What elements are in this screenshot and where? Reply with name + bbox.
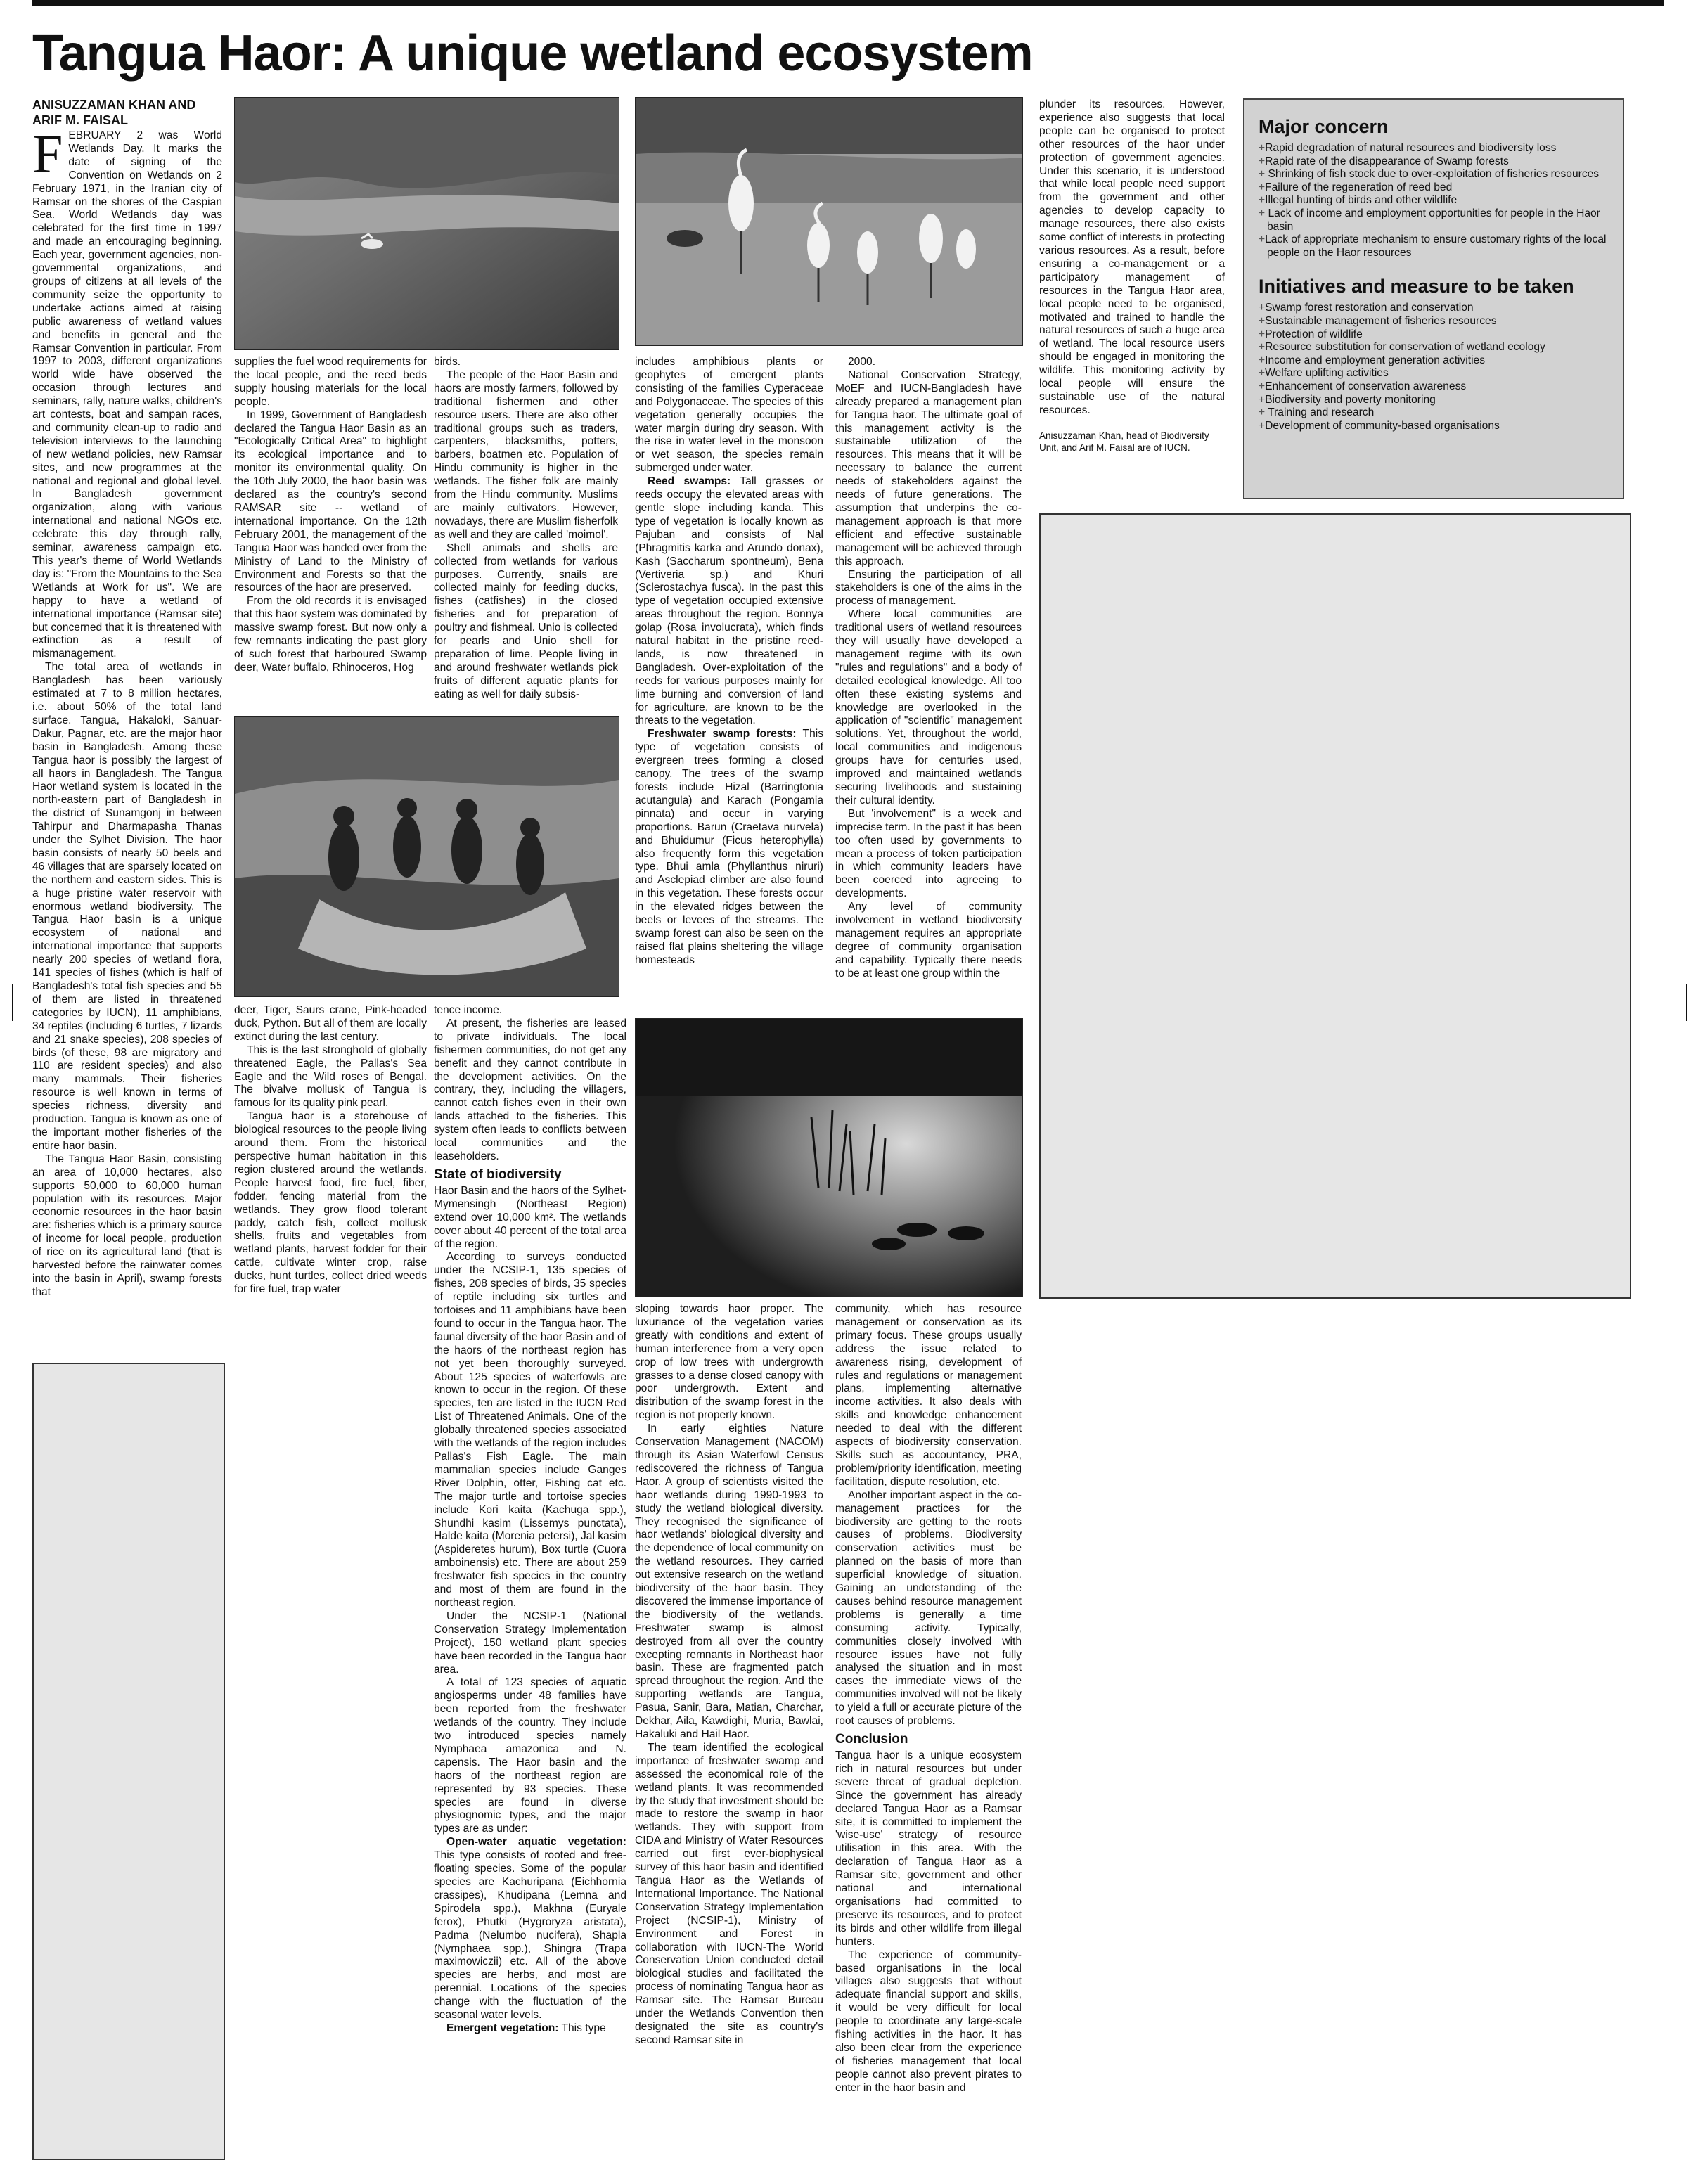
paragraph: The experience of community-based organisations in the local villages also suggests that without adequate financial support and skills, it would be very difficult for local people to coordinate any large-scale fishing activities in the haor. It has also been clear from the experience of fisheries management that local people cannot also prevent pirates to enter in the haor basin and xyxy=(835,1948,1022,2094)
list-item: +Biodiversity and poverty monitoring xyxy=(1259,393,1436,406)
paragraph: In early eighties Nature Conservation Management (NACOM) through its Asian Waterfowl Census rediscovered the richness of Tangua Haor. A group of scientists visited the haor wetlands during 1990-1993 to study the wetland biological diversity. They recognised the significance of haor wetlands' biological diversity and the dependence of local community on the wetland resources. They carried out extensive research on the wetland biodiversity of the haor basin. They discovered the immense importance of the biodiversity of the wetlands. Freshwater swamp is almost destroyed from all over the country excepting remnants in Northeast haor basin. These are fragmented patch spread throughout the region. And the supporting wetlands are Tangua, Pasua, Sanir, Bara, Matian, Charchar, Dekhar, Aila, Kawdighi, Muria, Bawlai, Hakaluki and Hail Haor. xyxy=(635,1422,823,1740)
major-concern-title: Major concern xyxy=(1259,116,1389,137)
list-item: +Development of community-based organisations xyxy=(1259,419,1500,432)
paragraph: But 'involvement" is a week and imprecise term. In the past it has been too often used by governments to mean a process of token participation in which community leaders have been coerced into agreeing to developments. xyxy=(835,807,1022,900)
photo-egrets xyxy=(635,97,1023,346)
list-item: +Swamp forest restoration and conservation xyxy=(1259,302,1474,314)
list-item: +Sustainable management of fisheries resources xyxy=(1259,314,1497,327)
paragraph: community, which has resource management or conservation as its primary focus. These groups usually address the issue related to awareness rising, development of rules and regulations or management plans, implementing alternative income activities. It also deals with skills and knowledge enhancement needed to deal with the different aspects of biodiversity conservation. Skills such as accountancy, PRA, problem/priority identification, meeting facilitation, dispute resolution, etc. xyxy=(835,1303,1022,1488)
list-item: +Failure of the regeneration of reed bed xyxy=(1259,181,1453,193)
paragraph: At present, the fisheries are leased to private individuals. The local fishermen communities, do not get any benefit and they cannot contribute in the development activities. On the contrary, they, including the villagers, cannot catch fishes even in their own lands attached to the fisheries. This system often leads to conflicts between local communities and the leaseholders. xyxy=(434,1017,626,1162)
article-column-5-top xyxy=(835,356,1022,981)
paragraph: In 1999, Government of Bangladesh declared the Tangua Haor Basin as an "Ecologically Critical Area" to highlight its ecological importance and to monitor its environmental quality. On the 10th July 2000, the haor basin was declared as the country's second RAMSAR site -- wetland of international importance. On the 12th February 2001, the management of the Tangua Haor was handed over from the Ministry of Land to the Ministry of Environment and Forests so that the resources of the haor are preserved. xyxy=(234,409,427,594)
list-item: +Lack of appropriate mechanism to ensure customary rights of the local people on the Haor resources xyxy=(1259,233,1607,259)
paragraph: tence income. xyxy=(434,1004,503,1016)
article-column-2-bottom xyxy=(234,1004,427,1297)
initiatives-title: Initiatives and measure to be taken xyxy=(1259,276,1574,297)
paragraph: According to surveys conducted under the NCSIP-1, 135 species of fishes, 208 species of birds, 35 species of reptile including six turtles and tortoises and 11 amphibians have been found to occur in the Tangua haor. The faunal diversity of the haor Basin and of the haors of the northeast region has not yet been thoroughly surveyed. About 125 species of waterfowls are known to occur in the region. Of these species, ten are listed in the IUCN Red List of Threatened Animals. One of the globally threatened species associated with the wetlands of the region includes Pallas's Fish Eagle. The main mammalian species include Ganges River Dolphin, otter, Fishing cat etc. The major turtle and tortoise species include Kori kaita (Kachuga spp.), Shundhi kasim (Lissemys punctata), Halde kaita (Morenia petersi), Jal kasim (Aspideretes hurum), Box turtle (Cuora amboinensis) etc. There are about 259 freshwater fish species in the country and most of them are found in the northeast region. xyxy=(434,1251,626,1609)
list-item: +Rapid rate of the disappearance of Swamp forests xyxy=(1259,155,1509,167)
paragraph: A total of 123 species of aquatic angiosperms under 48 families have been reported from the freshwater wetlands of the country. They include two introduced species namely Nymphaea amazonica and N. capensis. The Haor basin and the haors of the northeast region are represented by 93 species. These species are found in diverse physiognomic types, and the major types are as under: xyxy=(434,1676,626,1835)
empty-box-left xyxy=(32,1363,225,2160)
list-item: +Rapid degradation of natural resources and biodiversity loss xyxy=(1259,142,1557,154)
list-item: +Resource substitution for conservation of wetland ecology xyxy=(1259,341,1545,354)
paragraph: Another important aspect in the co-management practices for the biodiversity are getting to the roots causes of problems. Biodiversity conservation activities must be planned on the basis of more than superficial knowledge of situation. Gaining an understanding of the causes behind resource management problems is generally a time consuming activity. Typically, communities closely involved with resource issues have not fully analysed the situation and in most cases the immediate views of the communities involved will not be likely to yield a full or accurate picture of the root causes of problems. xyxy=(835,1489,1022,1728)
drop-cap: F xyxy=(32,123,63,184)
paragraph: Tangua haor is a unique ecosystem rich in natural resources but under severe threat of gradual depletion. Since the government has already declared Tangua Haor as a Ramsar site, it is committed to implement the 'wise-use' strategy of resource utilisation in this area. With the declaration of Tangua Haor as a Ramsar site, government and other national and international organisations had committed to preserve its resources, and to protect its birds and other wildlife from illegal hunters. xyxy=(835,1749,1022,1948)
photo-shoreline xyxy=(234,97,619,350)
article-column-4-top xyxy=(635,356,823,968)
paragraph: The team identified the ecological importance of freshwater swamp and assessed the economical role of the wetland plants. It was recommended by the study that investment should be made to restore the swamp in haor wetlands. They with support from CIDA and Ministry of Water Resources carried out first ever-biophysical survey of this haor basin and identified Tangua Haor as the Wetlands of International Importance. The National Conservation Strategy Implementation Project (NCSIP-1), Ministry of Environment and Forest in collaboration with IUCN-The World Conservation Union conducted detail biological studies and facilitated the process of nominating Tangua haor as Ramsar site. The Ramsar Bureau under the Wetlands Convention then designated the site as country's second Ramsar site in xyxy=(635,1741,823,2046)
paragraph: Under the NCSIP-1 (National Conservation Strategy Implementation Project), 150 wetland plant species have been recorded in the Tangua haor area. xyxy=(434,1610,626,1676)
list-item: +Enhancement of conservation awareness xyxy=(1259,380,1467,392)
list-item: +Welfare uplifting activities xyxy=(1259,367,1389,380)
paragraph: Where local communities are traditional users of wetland resources they will usually have developed a management regime with its own "rules and regulations" and a body of detailed ecological knowledge. All too often these existing systems and knowledge are overlooked in the application of "scientific" management solutions. Yet, throughout the world, local communities and indigenous groups have for centuries used, improved and maintained wetlands securing livelihoods and sustaining their cultural identity. xyxy=(835,608,1022,807)
paragraph: This is the last stronghold of globally threatened Eagle, the Pallas's Sea Eagle and the Wild roses of Bengal. The bivalve mollusk of Tangua is famous for its quality pink pearl. xyxy=(234,1043,427,1110)
paragraph: The people of the Haor Basin and haors are mostly farmers, followed by traditional fishermen and other resource users. There are also other traditional groups such as traders, carpenters, blacksmiths, potters, barbers, boatmen etc. Population of Hindu community is higher in the wetlands. The fisher folk are mainly from the Hindu community. Muslims are mainly cultivators. However, nowadays, there are Muslim fisherfolk as well and they are called 'moimol'. xyxy=(434,368,618,541)
article-column-4-bottom xyxy=(635,1303,823,2048)
paragraph: From the old records it is envisaged that this haor system was dominated by massive swamp forest. But now only a few remnants indicating the past glory of such forest that harboured Swamp deer, Water buffalo, Rhinoceros, Hog xyxy=(234,595,427,674)
paragraph: birds. xyxy=(434,356,461,368)
paragraph: Reed swamps: Tall grasses or reeds occupy the elevated areas with gentle slope including kanda. This type of vegetation is locally known as Pajuban and consists of Nal (Phragmitis karka and Arundo donax), Kash (Saccharum spontneum), Bena (Vertiveria sp.) and Khuri (Sclerostachya fusca). In the past this type of vegetation occupied extensive areas throughout the region. Bonnya golap (Rosa involucrata), which finds natural habitat in the pristine reed-lands, is now threatened in Bangladesh. Over-exploitation of the reeds for various purposes mainly for lime burning and conversion of land for agriculture, are known to be the threats to the vegetation. xyxy=(635,475,823,727)
byline: ANISUZZAMAN KHAN AND ARIF M. FAISAL xyxy=(32,98,196,127)
photo-ducks-dusk xyxy=(635,1018,1023,1297)
major-concern-list xyxy=(1259,142,1609,259)
article-column-3-bottom xyxy=(434,1004,626,2036)
paragraph: deer, Tiger, Saurs crane, Pink-headed duck, Python. But all of them are locally extinct during the last century. xyxy=(234,1004,427,1043)
paragraph: Tangua haor is a storehouse of biological resources to the people living around them. From the historical perspective human habitation in this region clustered around the wetlands. People harvest food, fire fuel, fiber, fodder, fencing material from the wetlands. They grow flood tolerant paddy, catch fish, collect mollusk shells, fruits and vegetables from wetland plants, harvest fodder for their cattle, cultivate winter crop, raise ducks, hunt turtles, collect dried weeds for fire fuel, trap water xyxy=(234,1110,427,1296)
list-item: + Lack of income and employment opportunities for people in the Haor basin xyxy=(1259,207,1600,233)
paragraph: National Conservation Strategy, MoEF and IUCN-Bangladesh have already prepared a management plan for Tangua haor. The ultimate goal of this management activity is the sustainable utilization of the resources. This means that it will be necessary to balance the current needs of stakeholders against the needs of future generations. The assumption that underpins the co-management approach is that more efficient and effective sustainable management will be achieved through this approach. xyxy=(835,368,1022,567)
headline: Tangua Haor: A unique wetland ecosystem xyxy=(32,25,1033,82)
paragraph: Haor Basin and the haors of the Sylhet-Mymensingh (Northeast Region) extend over 10,000 km². The wetlands cover about 40 percent of the total area of the region. xyxy=(434,1184,626,1250)
article-column-2-top xyxy=(234,356,427,675)
paragraph: Shell animals and shells are collected from wetlands for various purposes. Currently, snails are collected mainly for feeding ducks, fishes (catfishes) in the closed fisheries and for preparation of poultry and fishmeal. Unio is collected for pearls and Unio shell for preparation of lime. People living in and around freshwater wetlands pick fruits of different aquatic plants for eating as well for daily subsis- xyxy=(434,541,618,700)
section-heading: Conclusion xyxy=(835,1732,908,1747)
article-column-1 xyxy=(32,123,222,1299)
list-item: + Training and research xyxy=(1259,406,1375,419)
paragraph: Ensuring the participation of all stakeholders is one of the aims in the process of management. xyxy=(835,568,1022,608)
list-item: +Income and employment generation activities xyxy=(1259,354,1486,366)
crop-mark xyxy=(1686,984,1687,1021)
article-column-6 xyxy=(1039,98,1225,454)
paragraph: supplies the fuel wood requirements for the local people, and the reed beds supply housing materials for the local people. xyxy=(234,356,427,408)
paragraph: FEBRUARY 2 was World Wetlands Day. It marks the date of signing of the Convention on Wetlands on 2 February 1971, in the Iranian city of Ramsar on the shores of the Caspian Sea. World Wetlands day was celebrated for the first time in 1997 and made an encouraging beginning. Each year, government agencies, non-governmental organizations, and groups of citizens at all levels of the community seize the opportunity to undertake actions aimed at raising public awareness of wetland values and benefits in general and the Ramsar Convention in particular. From 1997 to 2003, different organizations world wide have observed the occasion through lectures and seminars, rally, nature walks, children's art contests, boat and sampan races, and community clean-up to radio and television interviews to the launching of new wetland policies, new Ramsar sites, and new programmes at the national and regional and global level. In Bangladesh government organization, along with various international and national NGOs etc. celebrate this day through rally, seminar, awareness campaign etc. This year's theme of World Wetlands day is: "From the Mountains to the Sea Wetlands at Work for us". We are happy to have a wetland of international importance (Ramsar site) but concerned that it is threatened with extinction as a result of mismanagement. xyxy=(32,123,222,660)
paragraph: 2000. xyxy=(848,356,876,368)
paragraph: Open-water aquatic vegetation: This type consists of rooted and free-floating species. Some of the popular species are Kachuripana (Eichhornia crassipes), Khudipana (Lemna and Spirodela spp.), Makhna (Euryale ferox), Phutki (Hygroryza aristata), Padma (Nelumbo nucifera), Shapla (Nymphaea spp.), Shingra (Trapa maximowiczii) etc. All of the above species are herbs, and most are perennial. Locations of the species change with the fluctuation of the seasonal water levels. xyxy=(434,1836,626,2022)
paragraph: The Tangua Haor Basin, consisting an area of 10,000 hectares, also supports 50,000 to 60,000 human population with its resources. Major economic resources in the haor basin are: fisheries which is a primary source of income for local people, production of rice on its agricultural land (that is harvested before the rainwater comes into the basin in April), swamp forests that xyxy=(32,1152,222,1298)
initiatives-list xyxy=(1259,302,1609,432)
paragraph: Emergent vegetation: This type xyxy=(446,2022,606,2034)
list-item: +Illegal hunting of birds and other wildlife xyxy=(1259,194,1458,207)
list-item: + Shrinking of fish stock due to over-exploitation of fisheries resources xyxy=(1259,168,1600,181)
paragraph: Any level of community involvement in wetland biodiversity management requires an appropriate degree of community organisation and capability. Typically there needs to be at least one group within the xyxy=(835,901,1022,979)
crop-mark xyxy=(12,984,13,1021)
photo-fishermen xyxy=(234,716,619,997)
paragraph: includes amphibious plants or geophytes of emergent plants consisting of the families Cyperaceae and Polygonaceae. The species of this vegetation generally occupies the water margin during dry season. With the rise in water level in the monsoon or wet season, the species remain submerged under water. xyxy=(635,356,823,475)
article-column-3-top xyxy=(434,356,618,702)
paragraph: Freshwater swamp forests: This type of vegetation consists of evergreen trees forming a closed canopy. The trees of the swamp forests include Hizal (Barringtonia acutangula) and Karach (Pongamia pinnata) and occur in varying proportions. Barun (Craetava nurvela) and Bhuidumur (Ficus heterophylla) also frequently form this vegetation type. Bhui amla (Phyllanthus niruri) and Asclepiad climber are also found in this vegetation. These forests occur in the elevated ridges between the beels or levees of the streams. The swamp forest can also be seen on the raised flat plains sheltering the village homesteads xyxy=(635,728,824,966)
top-rule xyxy=(32,0,1664,6)
author-credit: Anisuzzaman Khan, head of Biodiversity Unit, and Arif M. Faisal are of IUCN. xyxy=(1039,430,1209,453)
section-heading: State of biodiversity xyxy=(434,1167,562,1182)
list-item: +Protection of wildlife xyxy=(1259,328,1363,340)
sidebar-box xyxy=(1243,98,1624,499)
article-column-5-bottom xyxy=(835,1303,1022,2095)
paragraph: plunder its resources. However, experience also suggests that local people can be organised to protect other resources of the haor under protection of government agencies. Under this scenario, it is understood that while local people need support from the government and other agencies to develop capacity to manage resources, there also exists some conflict of interests in protecting various resources. As a result, before ensuring a co-management or a participatory management of resources in the Tangua Haor area, local people need to be organised, motivated and trained to handle the natural resources of such a huge area of wetland. The local resource users should be engaged in monitoring the wildlife. This monitoring activity by local people will ensure the sustainable use of the natural resources. xyxy=(1039,98,1225,416)
paragraph: The total area of wetlands in Bangladesh has been variously estimated at 7 to 8 million hectares, i.e. about 50% of the total land surface. Tangua, Hakaloki, Sanuar-Dakur, Pagnar, etc. are the major haor basin in Bangladesh. Among these Tangua haor is possibly the largest of all haors in Bangladesh. The Tangua Haor wetland system is located in the north-eastern part of Bangladesh in the district of Sunamgonj in between Tahirpur and Dharmapasha Thanas under the Sylhet Division. The haor basin consists of nearly 50 beels and 46 villages that are sparsely located on the northern and eastern sides. This is a huge pristine water reservoir with enormous wetland biodiversity. The Tangua Haor basin is a unique ecosystem of national and international importance that supports nearly 200 species of wetland flora, 141 species of fishes (which is half of Bangladesh's total fish species and 55 of them are listed in threatened categories by IUCN), 11 amphibians, 34 reptiles (including 6 turtles, 7 lizards and 21 snake species), 208 species of birds (of these, 98 are migratory and 110 are resident species) and also many mammals. Their fisheries resource is well known in terms of species richness, diversity and production. Tangua is known as one of the important mother fisheries of the entire haor basin. xyxy=(32,661,222,1152)
paragraph: sloping towards haor proper. The luxuriance of the vegetation varies greatly with conditions and extent of human interference from a very open crop of low trees with undergrowth grasses to a dense closed canopy with poor undergrowth. Extent and distribution of the swamp forest in the region is not properly known. xyxy=(635,1303,823,1422)
empty-box-right xyxy=(1039,513,1631,1299)
